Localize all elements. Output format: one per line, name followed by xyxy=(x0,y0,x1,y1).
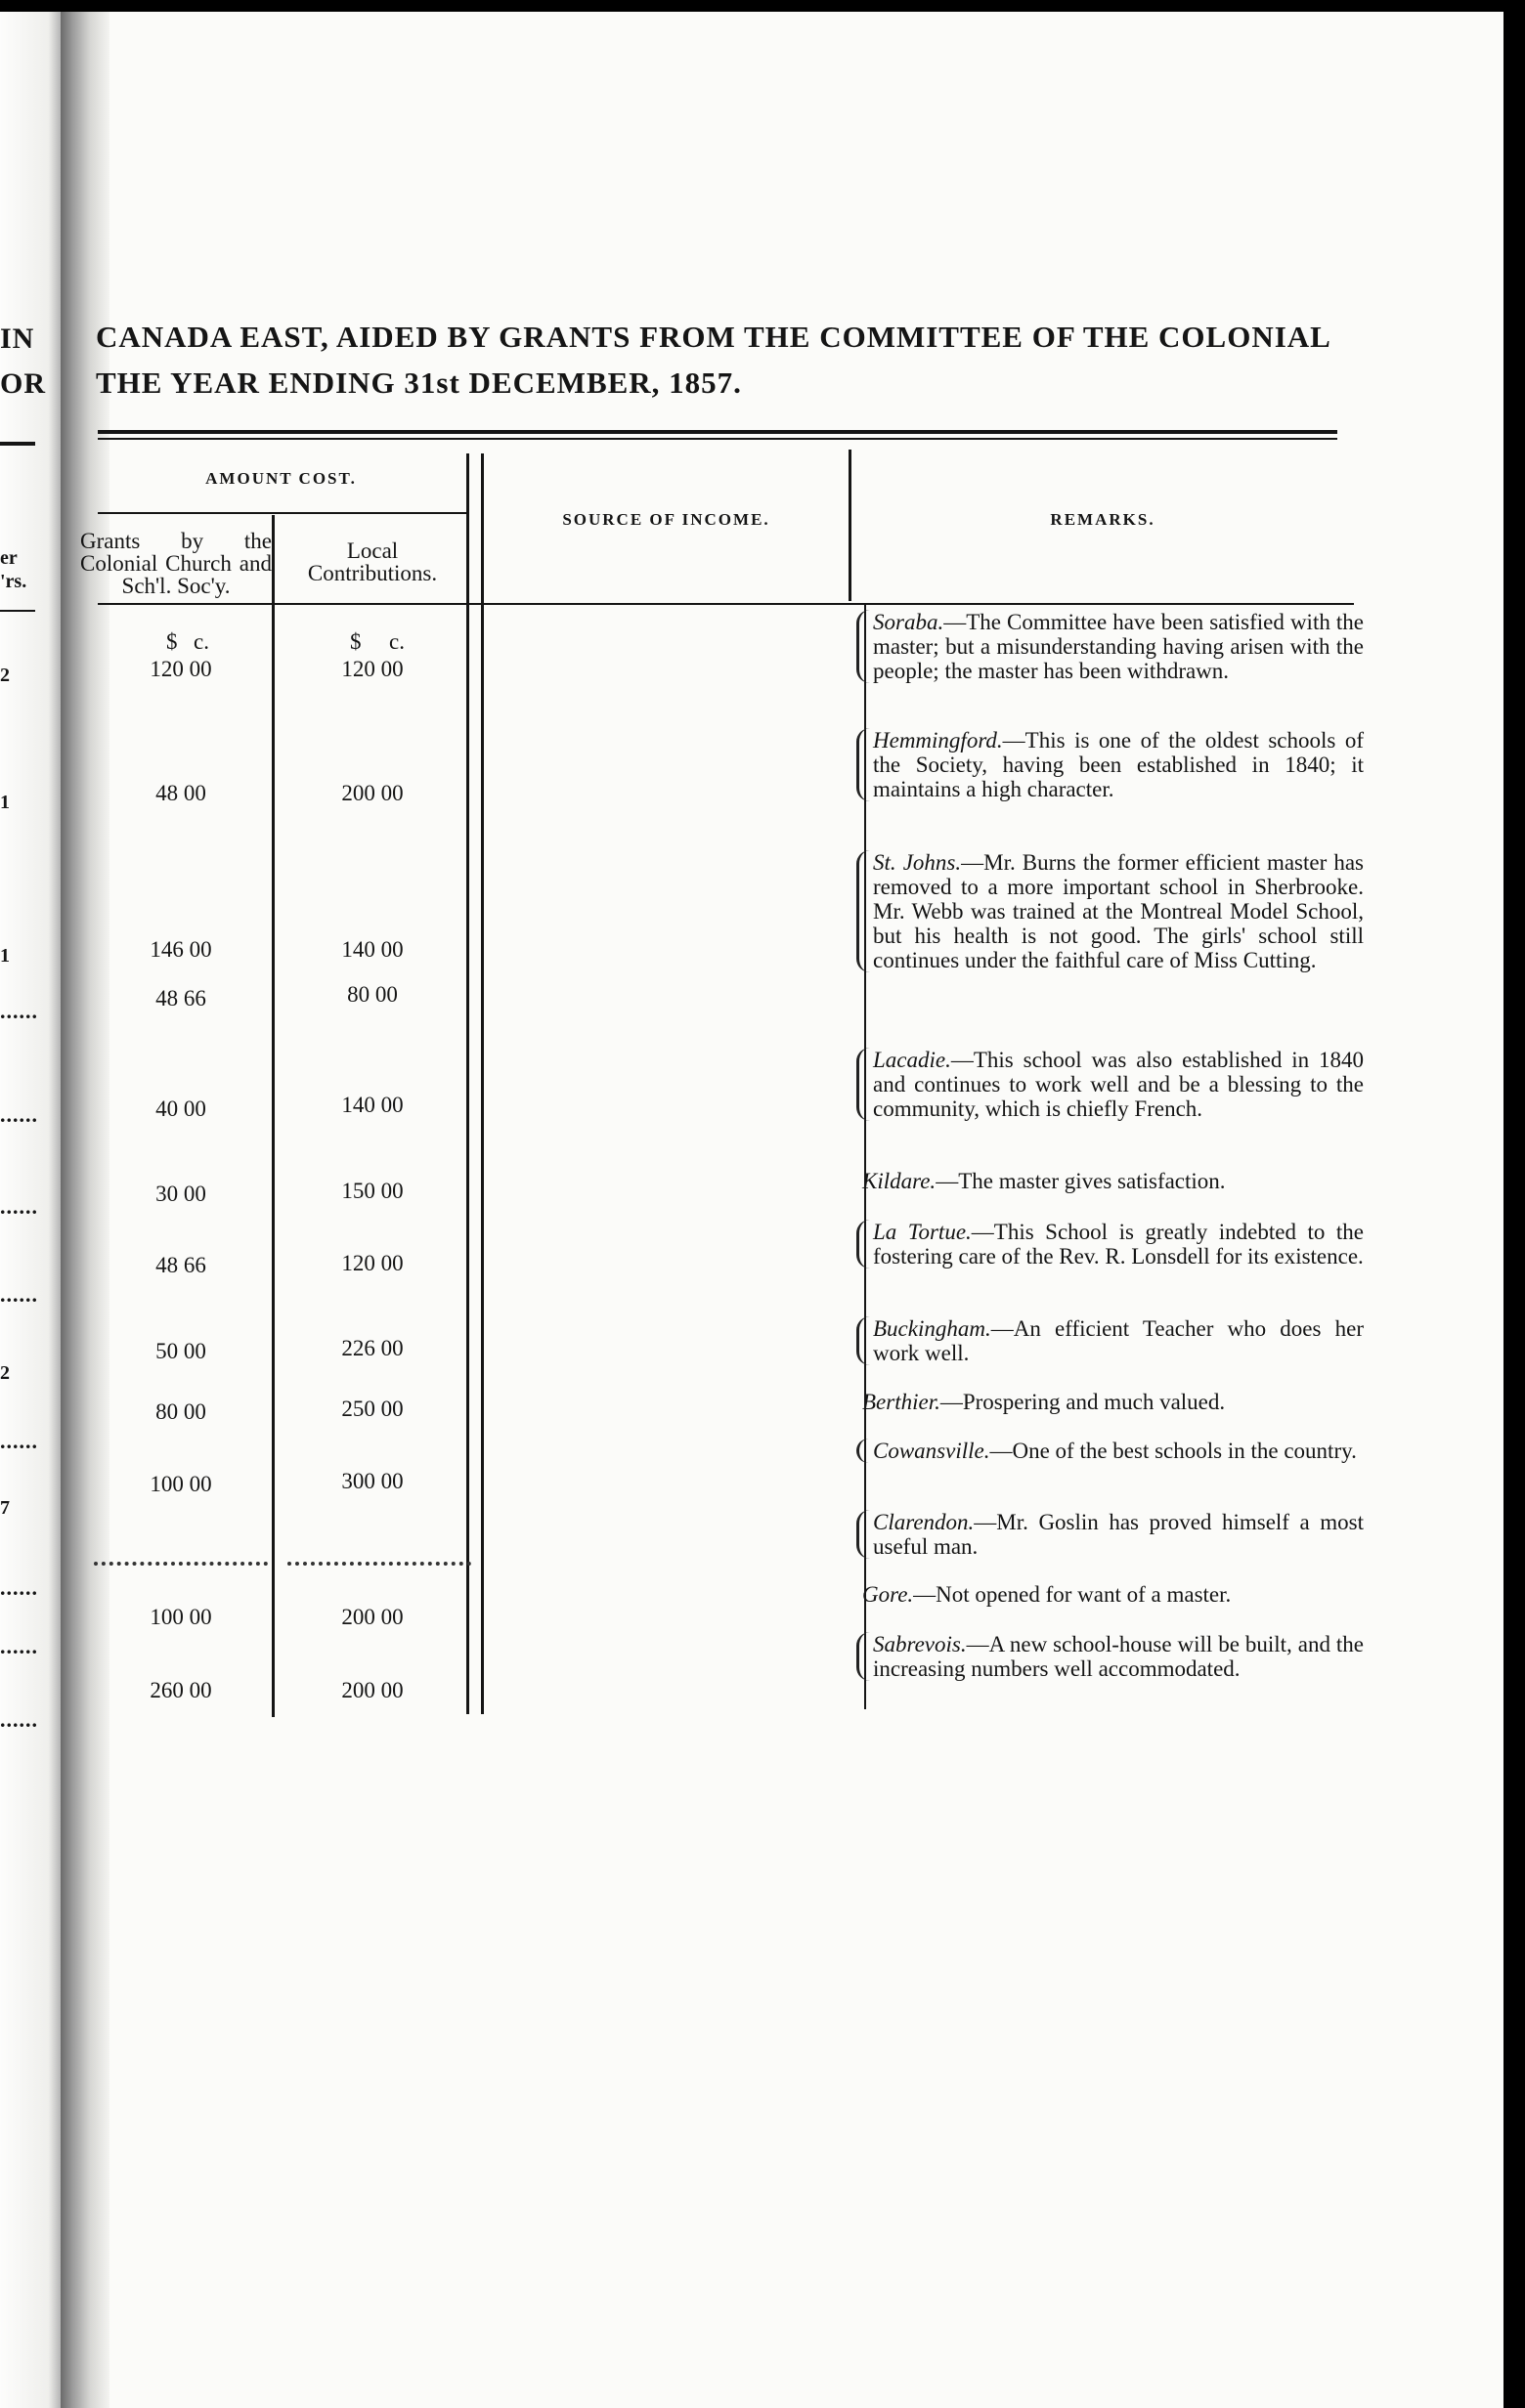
header-grants: Grants by the Colonial Church and Sch'l. Soc'y. xyxy=(80,529,272,598)
left-dots: ...... xyxy=(0,1282,38,1307)
remark-text: —An efficient Teacher who does her work well. xyxy=(873,1316,1364,1365)
remark-text: —Mr. Burns the former efficient master has removed to a more important school in Sherbrooke. Mr. Webb was trained at the Montreal Model School, but his health is not good. The girls' school still continues under the faithful care of Miss Cutting. xyxy=(873,850,1364,972)
left-page-edge xyxy=(0,12,61,2408)
grants-value: 48 66 xyxy=(155,986,206,1010)
grants-value: 120 00 xyxy=(150,657,212,681)
remark-text: —Prospering and much valued. xyxy=(939,1390,1226,1414)
header-amount-cost: AMOUNT COST. xyxy=(205,469,357,488)
remark-text: —The Committee have been satisfied with the master; but a misunderstanding having arisen with the people; the master has been withdrawn. xyxy=(873,610,1364,683)
local-value: 120 00 xyxy=(341,657,404,681)
left-number: 1 xyxy=(0,945,10,967)
remark-place: La Tortue. xyxy=(873,1220,972,1244)
left-header-fragment-1: er xyxy=(0,547,18,569)
local-value: 80 00 xyxy=(347,982,398,1007)
grants-dollar-unit: $ xyxy=(166,629,178,654)
local-value: 250 00 xyxy=(341,1397,404,1421)
remark-berthier xyxy=(862,1390,1363,1414)
grants-value: 80 00 xyxy=(155,1399,206,1424)
remark-cowansville xyxy=(856,1439,1364,1463)
remark-place: St. Johns. xyxy=(873,850,962,875)
remark-sabrevois xyxy=(856,1632,1364,1681)
grants-value: 100 00 xyxy=(150,1605,212,1629)
grants-value: 48 00 xyxy=(155,781,206,805)
left-number: 1 xyxy=(0,792,10,813)
column-rule xyxy=(849,450,851,601)
header-rule xyxy=(98,512,466,514)
grants-value: 50 00 xyxy=(155,1339,206,1363)
remark-text: —This School is greatly indebted to the fostering care of the Rev. R. Lonsdell for its existence. xyxy=(873,1220,1364,1268)
remark-text: —One of the best schools in the country. xyxy=(989,1439,1357,1463)
local-value: 200 00 xyxy=(341,1678,404,1702)
header-local: Local Contributions. xyxy=(307,538,438,585)
local-cents-unit: c. xyxy=(389,629,405,654)
remark-place: Cowansville. xyxy=(873,1439,990,1463)
left-dots: ...... xyxy=(0,1575,38,1600)
left-dots: ...... xyxy=(0,1429,38,1453)
remark-clarendon xyxy=(856,1510,1364,1559)
remark-gore xyxy=(862,1582,1363,1607)
left-dots: ...... xyxy=(0,1102,38,1127)
header-source: SOURCE OF INCOME. xyxy=(562,510,770,529)
left-rule xyxy=(0,442,35,446)
remark-hemmingford xyxy=(856,728,1364,801)
local-value: 150 00 xyxy=(341,1179,404,1203)
remark-text: —The master gives satisfaction. xyxy=(936,1169,1226,1193)
remark-text: —This is one of the oldest schools of the Society, having been established in 1840; it maintains a high character. xyxy=(873,728,1364,801)
grants-value: 48 66 xyxy=(155,1253,206,1277)
page-title-line-1: CANADA EAST, AIDED BY GRANTS FROM THE COMMITTEE OF THE COLONIAL xyxy=(96,320,1331,354)
remark-kildare xyxy=(862,1169,1363,1193)
local-value: 200 00 xyxy=(341,781,404,805)
column-rule xyxy=(481,453,484,1714)
remark-place: Lacadie. xyxy=(873,1048,951,1072)
grants-value: 40 00 xyxy=(155,1096,206,1121)
title-rule-top xyxy=(98,430,1337,434)
grants-value: 30 00 xyxy=(155,1182,206,1206)
remark-st-johns xyxy=(856,850,1364,972)
remark-soraba xyxy=(856,610,1364,683)
local-value: 226 00 xyxy=(341,1336,404,1360)
local-dollar-unit: $ xyxy=(350,629,362,654)
left-dots: ...... xyxy=(0,1707,38,1732)
left-dots: ...... xyxy=(0,1194,38,1219)
column-rule xyxy=(272,515,275,1717)
remark-buckingham xyxy=(856,1316,1364,1365)
grants-value: 100 00 xyxy=(150,1472,212,1496)
page xyxy=(0,12,1503,2408)
title-rule-bottom xyxy=(98,438,1337,440)
remark-la-tortue xyxy=(856,1220,1364,1268)
remark-lacadie xyxy=(856,1048,1364,1121)
local-value: 300 00 xyxy=(341,1469,404,1493)
dotted-leader xyxy=(287,1562,471,1566)
grants-value: 260 00 xyxy=(150,1678,212,1702)
remark-text: —Mr. Goslin has proved himself a most useful man. xyxy=(873,1510,1364,1559)
left-number: 2 xyxy=(0,1362,10,1384)
grants-value: 146 00 xyxy=(150,937,212,962)
left-dots: ...... xyxy=(0,999,38,1023)
grants-cents-unit: c. xyxy=(194,629,209,654)
remark-place: Buckingham. xyxy=(873,1316,991,1341)
remark-place: Clarendon. xyxy=(873,1510,975,1534)
local-value: 200 00 xyxy=(341,1605,404,1629)
left-title-fragment-1: IN xyxy=(0,322,35,355)
remark-text: —Not opened for want of a master. xyxy=(913,1582,1232,1607)
left-rule-2 xyxy=(0,610,35,612)
remark-place: Kildare. xyxy=(862,1169,937,1193)
column-rule xyxy=(466,453,469,1714)
page-title-line-2: THE YEAR ENDING 31st DECEMBER, 1857. xyxy=(96,366,742,400)
left-number: 2 xyxy=(0,665,10,686)
local-value: 140 00 xyxy=(341,937,404,962)
local-value: 120 00 xyxy=(341,1251,404,1275)
local-value: 140 00 xyxy=(341,1093,404,1117)
left-number: 7 xyxy=(0,1497,10,1519)
left-dots: ...... xyxy=(0,1634,38,1658)
left-header-fragment-2: 'rs. xyxy=(0,571,27,592)
header-remarks: REMARKS. xyxy=(1050,510,1155,529)
remark-text: —A new school-house will be built, and the increasing numbers well accommodated. xyxy=(873,1632,1364,1681)
remark-place: Hemmingford. xyxy=(873,728,1003,752)
remark-text: —This school was also established in 1840 and continues to work well and be a blessing to the community, which is chiefly French. xyxy=(873,1048,1364,1121)
remark-place: Gore. xyxy=(862,1582,914,1607)
remark-place: Sabrevois. xyxy=(873,1632,967,1656)
left-title-fragment-2: OR xyxy=(0,367,46,400)
remark-place: Soraba. xyxy=(873,610,944,634)
dotted-leader xyxy=(94,1562,268,1566)
header-rule-bottom xyxy=(98,603,1354,605)
remark-place: Berthier. xyxy=(862,1390,940,1414)
